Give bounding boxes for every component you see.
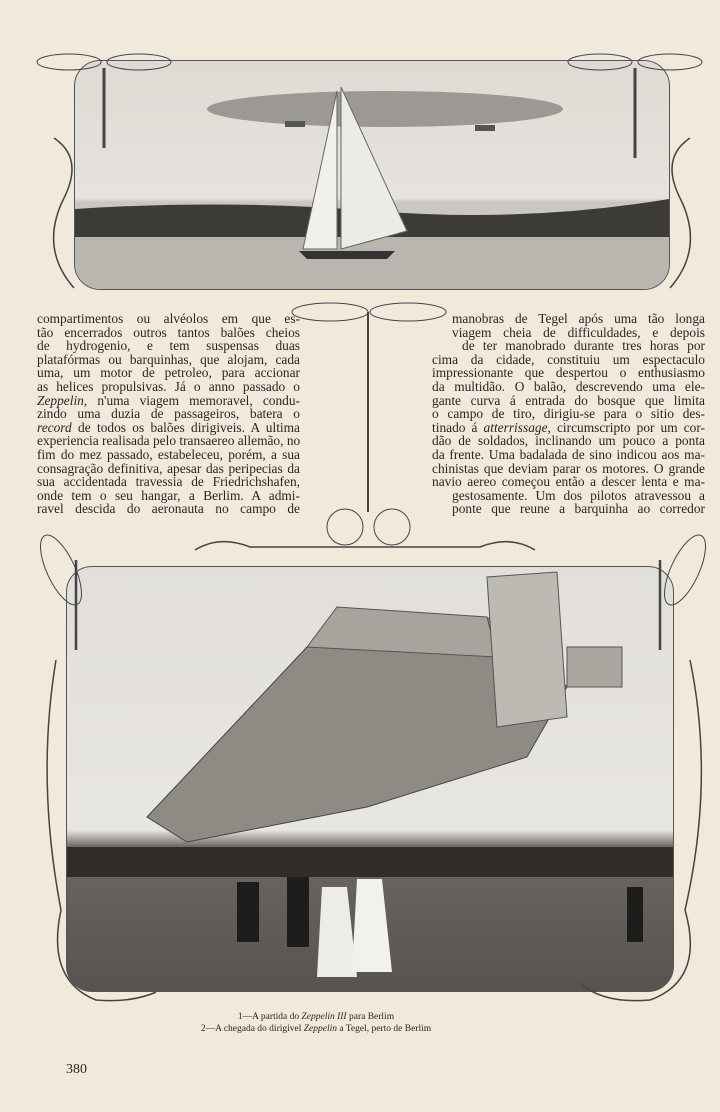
center-dragonfly-ornament-icon — [290, 292, 450, 562]
text-line — [432, 353, 705, 367]
text-segment: cima da cidade, constituiu um espectaculo — [432, 351, 705, 367]
text-segment: consagração definitiva, apesar das peripecias da — [37, 460, 300, 476]
text-line — [432, 366, 705, 380]
text-line — [37, 353, 300, 367]
text-segment: atterrissage — [483, 419, 548, 435]
text-segment: , circumscripto por um cor- — [547, 419, 705, 435]
text-line — [452, 312, 705, 326]
text-line — [452, 489, 705, 503]
text-segment: Zeppelin — [37, 392, 84, 408]
text-segment: navio aereo começou então a descer lenta e ma- — [432, 474, 705, 490]
text-segment: gestosamente. Um dos pilotos atravessou a — [452, 487, 705, 503]
text-line — [37, 407, 300, 421]
text-segment: , n'uma viagem memoravel, condu- — [83, 392, 300, 408]
caption-1 — [116, 1012, 516, 1022]
text-segment: dão de soldados, inclinando um pouco a ponta — [432, 433, 705, 449]
caption-text: a Tegel, perto de Berlim — [337, 1024, 432, 1034]
text-line — [452, 502, 705, 516]
text-line — [37, 462, 300, 476]
text-segment: ponte que reune a barquinha ao corredor — [452, 501, 705, 517]
photo-zeppelin-sailboat-illustration — [75, 61, 669, 289]
text-line — [432, 448, 705, 462]
text-segment: record — [37, 419, 72, 435]
text-segment: ravel descida do aeronauta no campo de — [37, 501, 300, 517]
text-segment: de hydrogenio, e tem suspensas duas — [37, 338, 300, 354]
text-line — [37, 394, 300, 408]
text-segment: da multidão. O balão, descrevendo uma ele- — [432, 379, 705, 394]
text-segment: sua accidentada travessia de Friedrichshafen, — [37, 474, 300, 490]
text-line — [37, 339, 300, 353]
text-line — [452, 326, 705, 340]
text-line — [432, 434, 705, 448]
text-line — [37, 421, 300, 435]
text-segment: onde tem o seu hangar, a Berlim. A admi- — [37, 487, 300, 503]
text-line — [432, 421, 705, 435]
photo-airship-crowd-illustration — [67, 567, 673, 991]
photo-zeppelin-departure — [74, 60, 670, 290]
text-line — [432, 407, 705, 421]
text-line — [37, 326, 300, 340]
text-segment: gante curva á entrada do bosque que limita — [432, 392, 705, 408]
text-line — [37, 366, 300, 380]
text-line — [37, 380, 300, 394]
text-segment: platafórmas ou barquinhas, que alojam, cada — [37, 351, 300, 367]
text-line — [37, 502, 300, 516]
caption-italic: Zeppelin III — [301, 1012, 347, 1022]
text-segment: compartimentos ou alvéolos em que es- — [37, 311, 300, 326]
caption-italic: Zeppelin — [303, 1024, 337, 1034]
text-segment: chinistas que deviam parar os motores. O grande — [432, 460, 705, 476]
text-segment: zindo uma duzia de passageiros, batera o — [37, 406, 300, 422]
text-line — [432, 380, 705, 394]
page-number: 380 — [66, 1062, 87, 1077]
text-segment: tão encerrados outros tantos balões cheios — [37, 324, 300, 340]
text-segment: manobras de Tegel após uma tão longa — [452, 311, 705, 326]
text-segment: de todos os balões dirigiveis. A ultima — [71, 419, 300, 435]
text-line — [462, 339, 705, 353]
text-line — [432, 475, 705, 489]
text-line — [37, 475, 300, 489]
text-line — [37, 448, 300, 462]
text-line — [37, 312, 300, 326]
text-segment: as helices propulsivas. Já o anno passado o — [37, 379, 300, 394]
text-segment: de ter manobrado durante tres horas por — [462, 338, 705, 354]
caption-2 — [116, 1024, 516, 1034]
text-segment: fim do mez passado, estabeleceu, porém, a sua — [37, 447, 300, 462]
text-segment: experiencia realisada pelo transaereo allemão, no — [37, 433, 301, 449]
text-line — [37, 434, 300, 448]
photo-zeppelin-arrival — [66, 566, 674, 992]
text-segment: da frente. Uma badalada de sino indicou aos ma- — [432, 447, 705, 462]
caption-text: 2—A chegada do dirigivel — [200, 1024, 304, 1034]
text-segment: uma, um motor de petroleo, para accionar — [37, 365, 300, 381]
text-line — [432, 394, 705, 408]
scroll-ornament-icon — [190, 535, 540, 565]
text-line — [432, 462, 705, 476]
text-line — [37, 489, 300, 503]
text-segment: tinado á — [432, 419, 484, 435]
caption-text: para Berlim — [346, 1012, 395, 1022]
text-segment: viagem cheia de difficuldades, e depois — [452, 324, 705, 340]
caption-text: 1—A partida do — [237, 1012, 302, 1022]
text-segment: impressionante que despertou o enthusiasmo — [432, 365, 705, 381]
text-segment: o campo de tiro, dirigiu-se para o sitio des- — [432, 406, 705, 422]
